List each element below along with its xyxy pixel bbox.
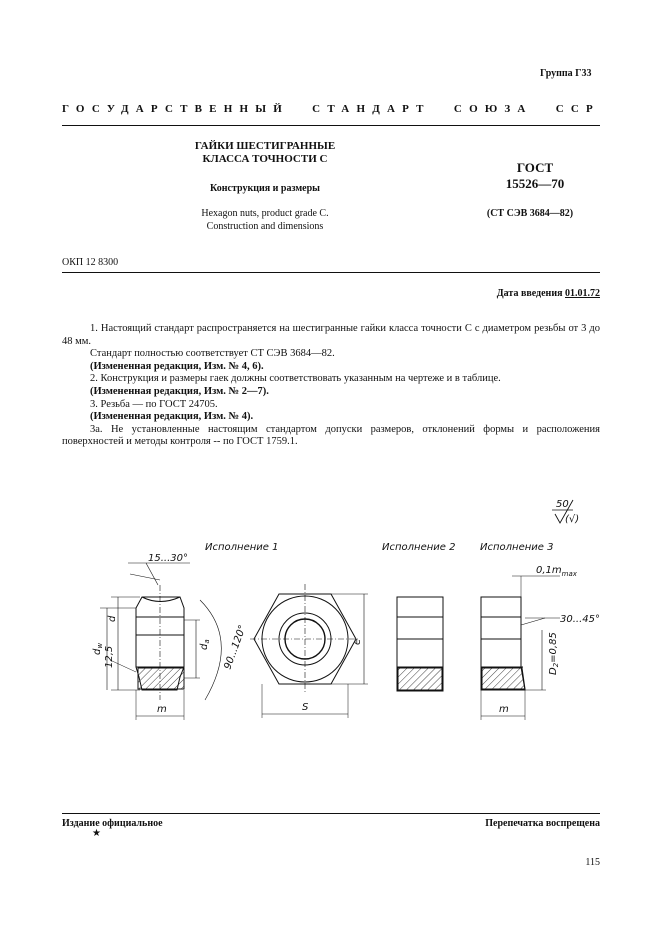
angle-v3-label: 30...45° (560, 614, 600, 625)
dim-m-label-3: m (499, 704, 509, 715)
star-icon: ★ (92, 828, 101, 839)
paragraph-2: 2. Конструкция и размеры гаек должны соответствовать указанным на чертеже и в таблице. (90, 373, 501, 385)
title-en-line-1: Hexagon nuts, product grade C. (201, 208, 329, 219)
dim-D2-label (548, 632, 560, 675)
svg-text:D2=0,85: $D_2=0,85$ (548, 632, 560, 675)
paragraph-3: 3. Резьба — по ГОСТ 24705. (90, 398, 218, 410)
title-ru-line-1: ГАЙКИ ШЕСТИГРАННЫЕ (194, 140, 336, 152)
paragraph-1b: Стандарт полностью соответствует СТ СЭВ 3684—82. (90, 348, 335, 360)
angle-side-label: 90...120° (222, 623, 249, 672)
reprint-prohibited: Перепечатка воспрещена (485, 818, 600, 829)
paragraph-3a: 3а. Не установленные настоящим стандартом допуски размеров, отклонений формы и расположения поверхностей и методы контроля -- по ГОСТ 1759.1. (62, 423, 600, 448)
hexagon-top-view (250, 584, 368, 718)
title-en-line-2: Construction and dimensions (206, 221, 324, 232)
dim-da-label (199, 639, 211, 650)
amendment-note-3: (Измененная редакция, Изм. № 4). (90, 411, 254, 423)
dim-m-label-1: m (157, 704, 167, 715)
paragraph-1: 1. Настоящий стандарт распространяется на шестигранные гайки класса точности С с диаметром резьбы от 3 до 48 мм. (62, 323, 600, 347)
roughness-symbol (552, 499, 579, 525)
roughness-value: 50 (556, 499, 569, 510)
official-edition: Издание официальное (62, 818, 163, 829)
st-sev-reference: (СТ СЭВ 3684—82) (486, 208, 574, 219)
variant-3-label: Исполнение 3 (480, 542, 554, 553)
standard-word-1: ГОСУДАРСТВЕННЫЙ (62, 103, 289, 115)
document-subtitle-ru: Конструкция и размеры (210, 183, 320, 194)
dim-d-label: d (107, 615, 118, 622)
angle-top-label: 15...30° (148, 553, 188, 564)
amendment-note-1: (Измененная редакция, Изм. № 4, 6). (90, 360, 264, 372)
page-number: 115 (585, 857, 600, 868)
variant-2-side-view (397, 597, 443, 691)
intro-date-value: 01.01.72 (565, 288, 600, 299)
svg-text:da: $d_a$ (199, 639, 211, 650)
footer-divider (62, 813, 600, 814)
amendment-note-2: (Измененная редакция, Изм. № 2—7). (90, 385, 269, 397)
intro-date-label: Дата введения (496, 288, 563, 299)
svg-text:0,1mmax: $0,1m_{max}$ (536, 565, 577, 578)
standard-word-2: СТАНДАРТ (312, 103, 431, 115)
dim-12-5-label: 12,5 (104, 645, 115, 668)
title-ru-line-2: КЛАССА ТОЧНОСТИ С (202, 153, 328, 165)
gost-code: 15526—70 (505, 176, 565, 191)
standard-word-3: СОЮЗА (453, 103, 533, 115)
dim-S-label: S (302, 702, 309, 713)
roughness-symbol-text: (√) (565, 514, 580, 525)
standard-word-4: ССР (555, 103, 600, 115)
variant-1-label: Исполнение 1 (205, 542, 279, 553)
dim-dw-label (92, 643, 104, 655)
variant-2-label: Исполнение 2 (382, 542, 456, 553)
dim-e-label: e (352, 638, 363, 645)
gost-label: ГОСТ (516, 160, 554, 175)
group-code: Группа Г33 (540, 68, 592, 79)
okp-code: ОКП 12 8300 (62, 257, 119, 268)
svg-text:dw: $d_w$ (92, 642, 104, 655)
